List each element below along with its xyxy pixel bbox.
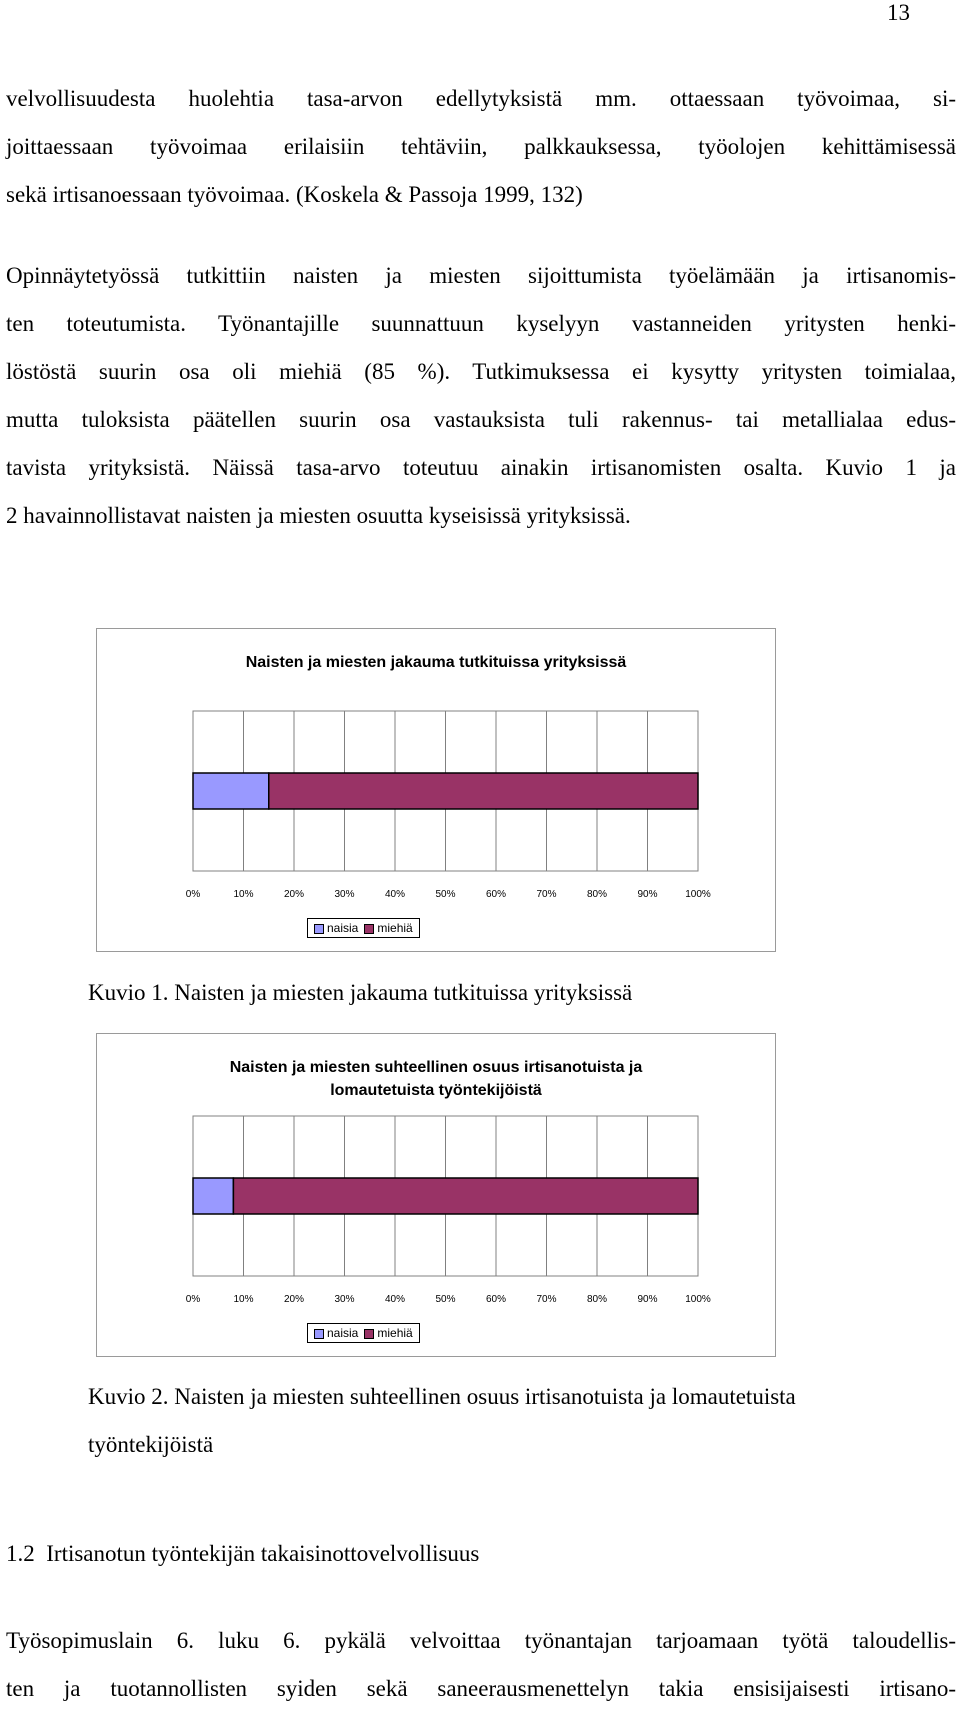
- legend-item-naisia: [314, 1326, 358, 1340]
- legend-label: naisia: [327, 921, 359, 935]
- caption-text: työntekijöistä: [88, 1432, 214, 1457]
- section-title: Irtisanotun työntekijän takaisinottovelvollisuus: [46, 1541, 480, 1566]
- x-tick-label: 10%: [233, 1294, 254, 1305]
- legend-item-miehia: [364, 921, 412, 935]
- figure-caption-2: [88, 1373, 796, 1469]
- text-line: löstöstä suurin osa oli miehiä (85 %). Tutkimuksessa ei kysytty yritysten toimialaa,: [6, 359, 956, 384]
- figure-caption-1: [88, 969, 632, 1017]
- legend-swatch-miehia: [364, 924, 374, 934]
- caption-text: Kuvio 2. Naisten ja miesten suhteellinen osuus irtisanotuista ja lomautetuista: [88, 1384, 796, 1409]
- bar-segment-miehiä: [269, 773, 698, 809]
- caption-text: Kuvio 1. Naisten ja miesten jakauma tutkituissa yrityksissä: [88, 980, 633, 1005]
- section-number: 1.2: [6, 1541, 35, 1566]
- x-tick-label: 80%: [586, 889, 608, 900]
- chart-title-line: lomautetuista työntekijöistä: [330, 1082, 542, 1099]
- paragraph-3: [6, 1617, 956, 1713]
- x-tick-label: 20%: [283, 889, 305, 900]
- chart-title-line: Naisten ja miesten suhteellinen osuus irtisanotuista ja: [229, 1059, 643, 1076]
- x-tick-label: 90%: [637, 889, 658, 900]
- text-line: velvollisuudesta huolehtia tasa-arvon edellytyksistä mm. ottaessaan työvoimaa, si-: [6, 86, 956, 111]
- chart-dismissed-share: [96, 1033, 776, 1357]
- legend-item-naisia: [314, 921, 358, 935]
- paragraph-1: [6, 75, 956, 219]
- legend-label: naisia: [327, 1326, 359, 1340]
- x-tick-label: 90%: [637, 1294, 658, 1305]
- x-tick-label: 100%: [685, 889, 711, 900]
- chart-legend: [307, 1323, 420, 1343]
- chart-plot: [97, 1034, 775, 1356]
- x-tick-label: 70%: [536, 889, 557, 900]
- text-line: sekä irtisanoessaan työvoimaa. (Koskela & Passoja 1999, 132): [6, 182, 583, 207]
- paragraph-2: [6, 252, 956, 540]
- text-line: ten ja tuotannollisten syiden sekä saneerausmenettelyn takia ensisijaisesti irtisano-: [6, 1676, 956, 1701]
- text-line: tavista yrityksistä. Näissä tasa-arvo toteutuu ainakin irtisanomisten osalta. Kuvio 1 ja: [6, 455, 956, 480]
- legend-swatch-naisia: [314, 924, 324, 934]
- legend-item-miehia: [364, 1326, 412, 1340]
- x-tick-label: 50%: [435, 1294, 456, 1305]
- x-tick-label: 50%: [435, 889, 456, 900]
- text-line: mutta tuloksista päätellen suurin osa vastauksista tuli rakennus- tai metallialaa edus-: [6, 407, 956, 432]
- chart-title: Naisten ja miesten jakauma tutkituissa yrityksissä: [245, 654, 627, 671]
- bar-segment-naisia: [193, 773, 269, 809]
- x-tick-label: 70%: [536, 1294, 557, 1305]
- legend-label: miehiä: [377, 921, 413, 935]
- x-tick-label: 10%: [233, 889, 254, 900]
- text-line: Työsopimuslain 6. luku 6. pykälä velvoittaa työnantajan tarjoamaan työtä taloudellis-: [6, 1628, 956, 1653]
- legend-label: miehiä: [377, 1326, 413, 1340]
- x-tick-label: 40%: [384, 1294, 406, 1305]
- bar-segment-naisia: [193, 1178, 233, 1214]
- legend-swatch-miehia: [364, 1329, 374, 1339]
- x-tick-label: 30%: [334, 1294, 355, 1305]
- x-tick-label: 80%: [586, 1294, 608, 1305]
- x-tick-label: 30%: [334, 889, 355, 900]
- page-number: 13: [887, 0, 910, 25]
- x-tick-label: 60%: [485, 889, 507, 900]
- text-line: ten toteutumista. Työnantajille suunnattuun kyselyyn vastanneiden yritysten henki-: [6, 311, 956, 336]
- bar-segment-miehiä: [233, 1178, 698, 1214]
- section-heading: [6, 1541, 479, 1567]
- text-line: Opinnäytetyössä tutkittiin naisten ja miesten sijoittumista työelämään ja irtisanomis-: [6, 263, 956, 288]
- legend-swatch-naisia: [314, 1329, 324, 1339]
- chart-gender-distribution: [96, 628, 776, 952]
- chart-plot: [97, 629, 775, 951]
- text-line: 2 havainnollistavat naisten ja miesten osuutta kyseisissä yrityksissä.: [6, 503, 631, 528]
- chart-legend: [307, 918, 420, 938]
- x-tick-label: 40%: [384, 889, 406, 900]
- x-tick-label: 20%: [283, 1294, 305, 1305]
- x-tick-label: 0%: [185, 1294, 201, 1305]
- text-line: joittaessaan työvoimaa erilaisiin tehtäviin, palkkauksessa, työolojen kehittämisessä: [6, 134, 956, 159]
- x-tick-label: 0%: [185, 889, 201, 900]
- x-tick-label: 60%: [485, 1294, 507, 1305]
- x-tick-label: 100%: [685, 1294, 711, 1305]
